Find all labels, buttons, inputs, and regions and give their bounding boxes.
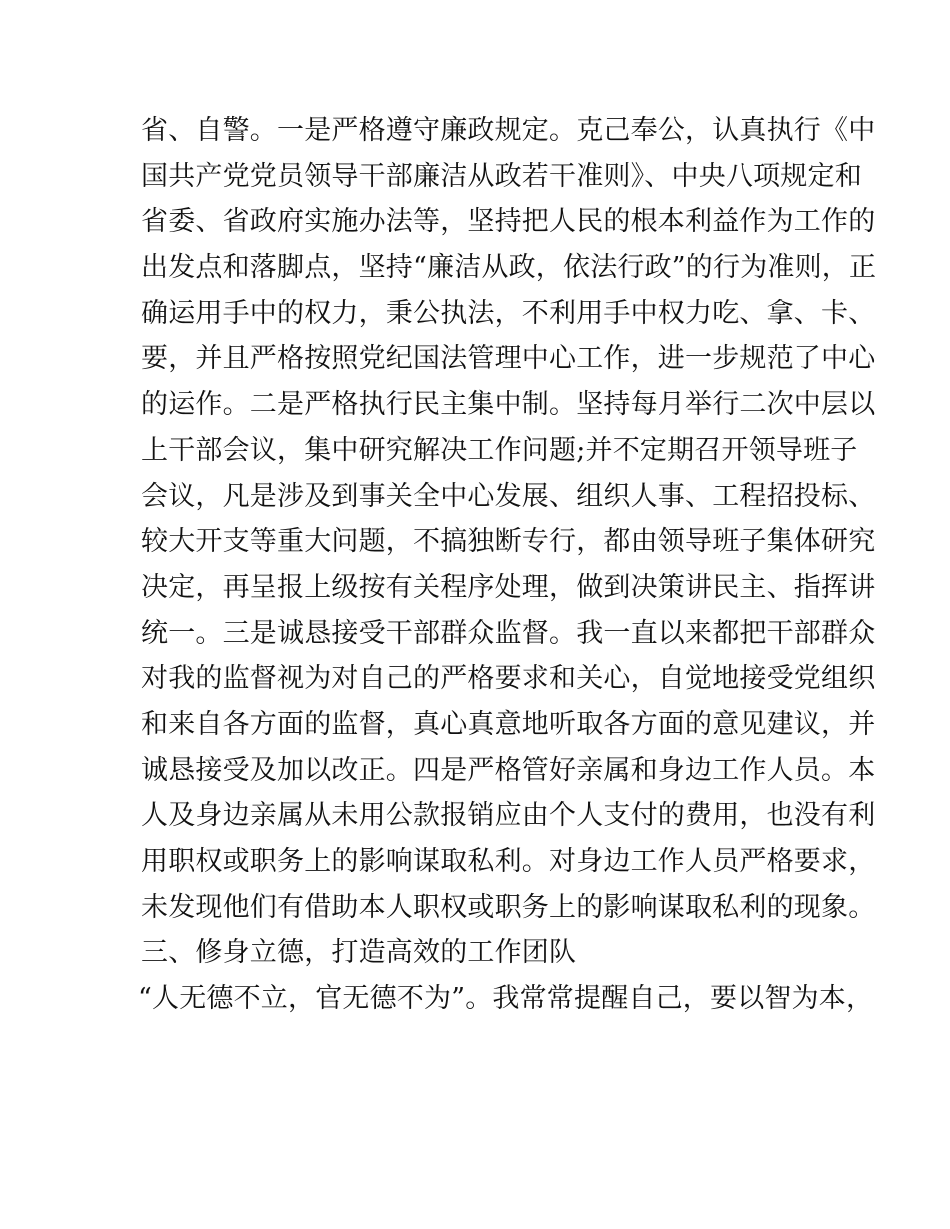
text-line: 省、自警。一是严格遵守廉政规定。克己奉公，认真执行《中 (141, 115, 876, 146)
text-line: 未发现他们有借助本人职权或职务上的影响谋取私利的现象。 (141, 891, 876, 923)
section-heading: 三、修身立德，打造高效的工作团队 (141, 937, 577, 969)
body-text (138, 108, 877, 1022)
text-line: 人及身边亲属从未用公款报销应由个人支付的费用，也没有利 (141, 800, 876, 832)
text-line: 统一。三是诚恳接受干部群众监督。我一直以来都把干部群众 (141, 617, 876, 649)
text-line: 要，并且严格按照党纪国法管理中心工作，进一步规范了中心 (141, 343, 876, 375)
text-line: 省委、省政府实施办法等，坚持把人民的根本利益作为工作的 (141, 206, 876, 238)
text-line: 诚恳接受及加以改正。四是严格管好亲属和身边工作人员。本 (141, 754, 876, 786)
text-line: 用职权或职务上的影响谋取私利。对身边工作人员严格要求， (141, 846, 876, 877)
text-line: 确运用手中的权力，秉公执法，不利用手中权力吃、拿、卡、 (141, 297, 876, 329)
text-line: “人无德不立，官无德不为”。我常常提醒自己，要以智为本， (138, 983, 874, 1015)
text-line: 出发点和落脚点，坚持“廉洁从政，依法行政”的行为准则，正 (141, 252, 877, 284)
text-line: 较大开支等重大问题，不搞独断专行，都由领导班子集体研究 (141, 526, 876, 558)
text-line: 的运作。二是严格执行民主集中制。坚持每月举行二次中层以 (141, 389, 876, 421)
text-line: 对我的监督视为对自己的严格要求和关心，自觉地接受党组织 (141, 663, 876, 695)
text-line: 决定，再呈报上级按有关程序处理，做到决策讲民主、指挥讲 (141, 571, 876, 603)
text-line: 会议，凡是涉及到事关全中心发展、组织人事、工程招投标、 (141, 480, 876, 512)
text-line: 和来自各方面的监督，真心真意地听取各方面的意见建议，并 (141, 708, 876, 740)
text-line: 上干部会议，集中研究解决工作问题;并不定期召开领导班子 (141, 434, 858, 466)
text-line: 国共产党党员领导干部廉洁从政若干准则》、中央八项规定和 (141, 160, 862, 192)
